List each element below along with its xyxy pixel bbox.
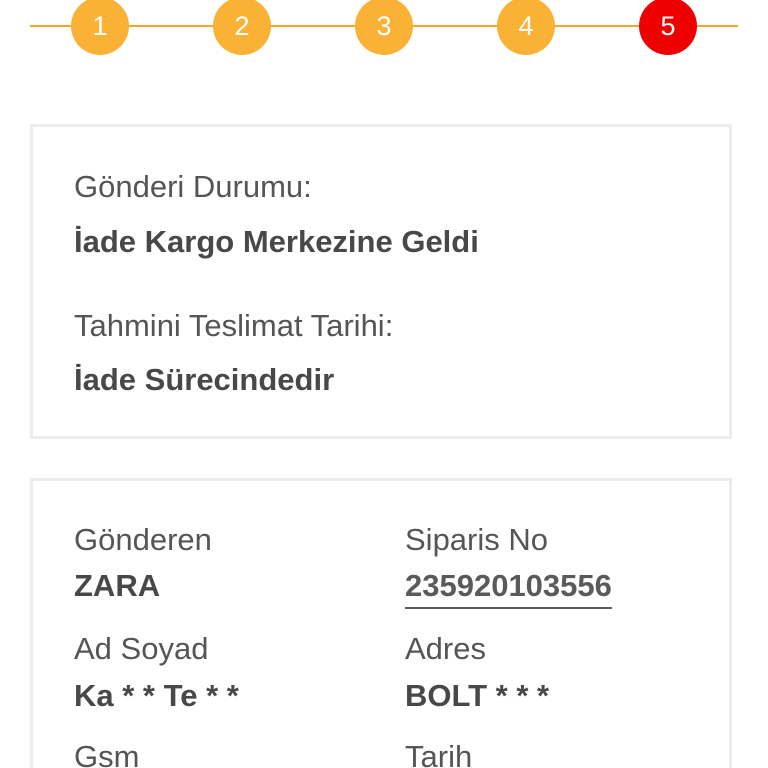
shipment-status-card: [30, 124, 732, 439]
name-value: Ka * * Te * *: [74, 678, 239, 713]
date-label: Tarih: [405, 739, 473, 768]
shipment-status-value: İade Kargo Merkezine Geldi: [74, 224, 479, 259]
gsm-label: Gsm: [74, 739, 140, 768]
progress-stepper: [0, 0, 768, 60]
sender-value: ZARA: [74, 568, 161, 603]
step-4[interactable]: 4: [497, 0, 555, 55]
step-3[interactable]: 3: [355, 0, 413, 55]
step-2[interactable]: 2: [213, 0, 271, 55]
estimated-delivery-value: İade Sürecindedir: [74, 362, 335, 397]
order-details-card: [30, 478, 732, 768]
order-no-label: Siparis No: [405, 522, 548, 557]
shipment-status-label: Gönderi Durumu:: [74, 169, 312, 204]
sender-label: Gönderen: [74, 522, 212, 557]
name-label: Ad Soyad: [74, 631, 209, 666]
order-no-link[interactable]: 235920103556: [405, 568, 612, 603]
address-value: BOLT * * *: [405, 678, 550, 713]
estimated-delivery-label: Tahmini Teslimat Tarihi:: [74, 308, 394, 343]
step-5-active[interactable]: 5: [639, 0, 697, 55]
step-1[interactable]: 1: [71, 0, 129, 55]
address-label: Adres: [405, 631, 486, 666]
